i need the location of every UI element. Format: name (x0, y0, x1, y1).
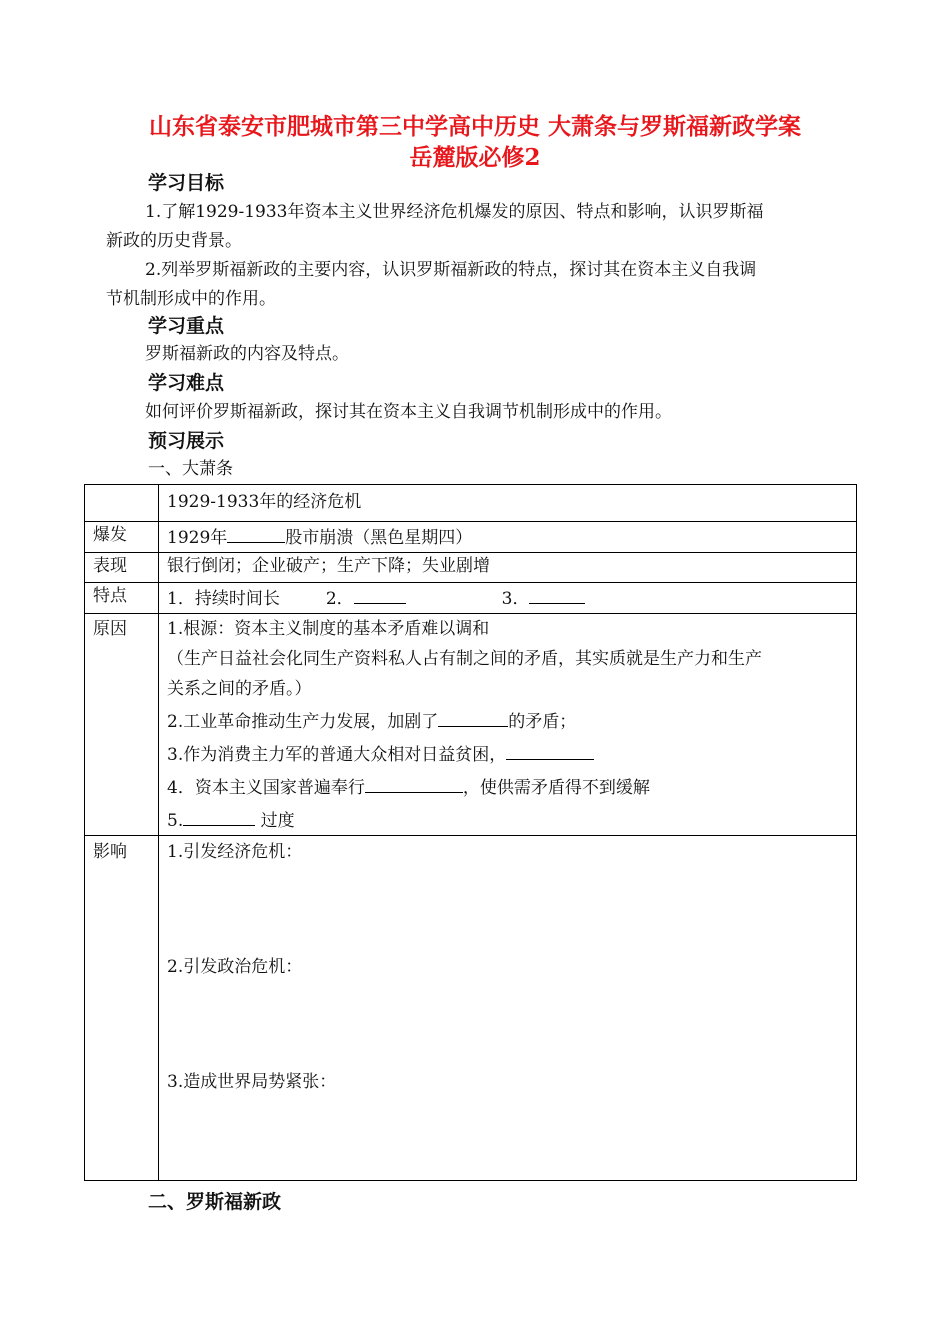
row-content (159, 614, 857, 836)
fill-blank[interactable] (227, 522, 285, 543)
impact-2: 2.引发政治危机： (167, 957, 303, 977)
cause-3 (167, 739, 848, 769)
table-header-empty-cell (85, 485, 159, 522)
feature-item3: 3． (501, 589, 530, 609)
row-content: 银行倒闭；企业破产；生产下降；失业剧增 (159, 553, 857, 583)
table-row-outbreak (85, 522, 857, 553)
fill-blank[interactable] (365, 772, 463, 793)
goal1-line1: 1.了解1929-1933年资本主义世界经济危机爆发的原因、特点和影响，认识罗斯福 (145, 202, 764, 222)
outbreak-text-before: 1929年 (167, 528, 228, 548)
cause-2 (167, 706, 848, 736)
fill-blank[interactable] (354, 583, 406, 604)
fill-blank[interactable] (438, 706, 508, 727)
fill-blank[interactable] (506, 739, 594, 760)
impact-3: 3.造成世界局势紧张： (167, 1072, 337, 1092)
row-label: 原因 (85, 614, 159, 836)
cause-1-note-a: （生产日益社会化同生产资料私人占有制之间的矛盾，其实质就是生产力和生产 (167, 649, 762, 669)
cause-5 (167, 805, 848, 835)
goal2-line1: 2.列举罗斯福新政的主要内容，认识罗斯福新政的特点，探讨其在资本主义自我调 (145, 260, 757, 280)
row-label: 影响 (85, 836, 159, 1181)
table-header-row (85, 485, 857, 522)
cause-4-before: 4．资本主义国家普遍奉行 (167, 778, 365, 798)
preview-heading: 预习展示 (148, 430, 225, 452)
cause-2-before: 2.工业革命推动生产力发展，加剧了 (167, 712, 439, 732)
cause-1-note-b: 关系之间的矛盾。） (167, 679, 312, 699)
impact-1: 1.引发经济危机： (167, 842, 303, 862)
row-label: 表现 (85, 553, 159, 583)
fill-blank[interactable] (529, 583, 585, 604)
row-label: 爆发 (85, 522, 159, 553)
cause-5-after: 过度 (255, 811, 295, 831)
key-points-heading: 学习重点 (148, 315, 225, 337)
goal2-line2: 节机制形成中的作用。 (106, 289, 276, 309)
table-row-symptoms (85, 553, 857, 583)
difficult-points-text: 如何评价罗斯福新政，探讨其在资本主义自我调节机制形成中的作用。 (145, 402, 672, 422)
table-row-causes (85, 614, 857, 836)
goals-heading: 学习目标 (148, 172, 225, 194)
key-points-text: 罗斯福新政的内容及特点。 (145, 344, 349, 364)
depression-table (84, 484, 857, 1181)
row-content (159, 836, 857, 1181)
goal1-line2: 新政的历史背景。 (106, 231, 242, 251)
cause-4-after: ，使供需矛盾得不到缓解 (462, 778, 650, 798)
part1-heading: 一、大萧条 (148, 459, 233, 479)
row-content (159, 583, 857, 614)
feature-item1: 1．持续时间长 (167, 589, 280, 609)
cause-4 (167, 772, 848, 802)
part2-heading: 二、罗斯福新政 (148, 1191, 282, 1213)
outbreak-text-after: 股市崩溃（黑色星期四） (285, 528, 473, 548)
table-header-cell: 1929-1933年的经济危机 (159, 485, 857, 522)
cause-1: 1.根源：资本主义制度的基本矛盾难以调和 (167, 619, 490, 639)
row-label: 特点 (85, 583, 159, 614)
row-content (159, 522, 857, 553)
cause-2-after: 的矛盾； (508, 712, 577, 732)
cause-3-text: 3.作为消费主力军的普通大众相对日益贫困， (167, 745, 507, 765)
cause-5-before: 5. (167, 811, 184, 831)
table-row-impact (85, 836, 857, 1181)
difficult-points-heading: 学习难点 (148, 372, 225, 394)
table-row-features (85, 583, 857, 614)
document-title-line2: 岳麓版必修2 (409, 144, 541, 171)
feature-item2: 2． (325, 589, 354, 609)
document-title-line1: 山东省泰安市肥城市第三中学高中历史 大萧条与罗斯福新政学案 (148, 113, 801, 140)
fill-blank[interactable] (183, 805, 255, 826)
